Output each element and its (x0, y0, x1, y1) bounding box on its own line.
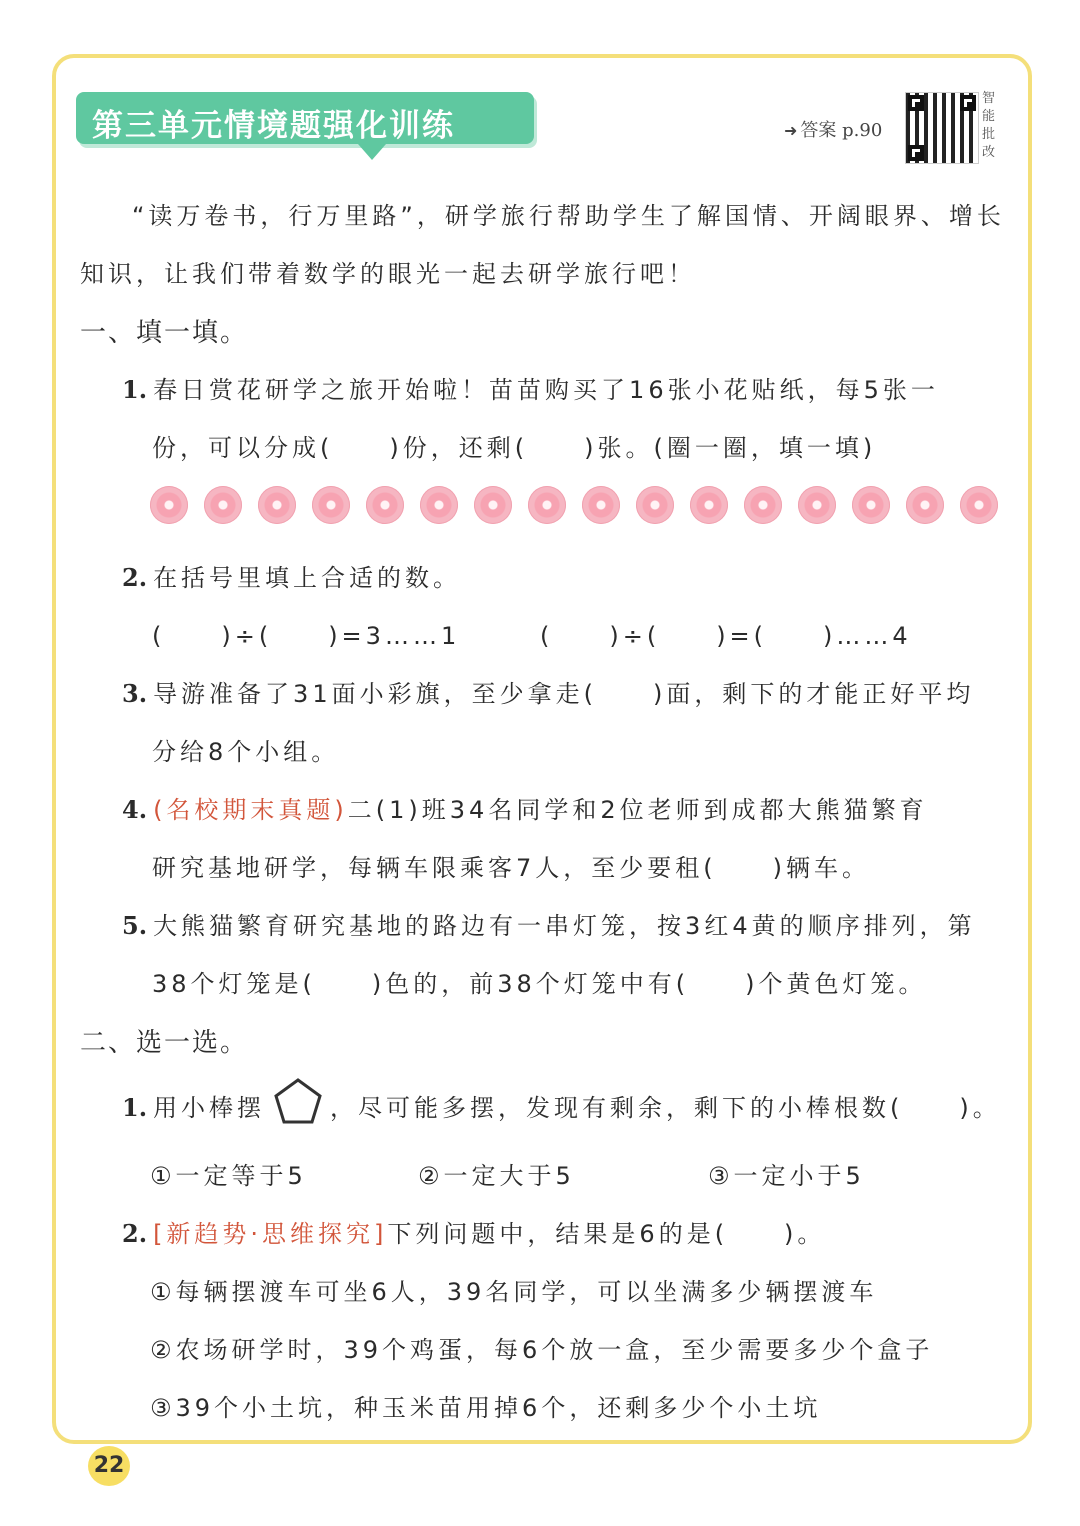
intro-line-1: “读万卷书，行万里路”，研学旅行帮助学生了解国情、开阔眼界、增长 (132, 202, 1005, 230)
q1-2-line-1: 2. 在括号里填上合适的数。 (122, 563, 462, 592)
flower-icon (312, 486, 350, 524)
q2-2-line-1: 2. [新趋势·思维探究]下列问题中，结果是6的是( )。 (122, 1219, 826, 1248)
q2-1-option-3: ③一定小于5 (708, 1162, 865, 1190)
flower-icon (744, 486, 782, 524)
pentagon-icon (272, 1076, 324, 1126)
flower-icon (582, 486, 620, 524)
intro-line-2: 知识，让我们带着数学的眼光一起去研学旅行吧！ (80, 260, 696, 288)
flower-icon (150, 486, 188, 524)
q1-1-line-1: 1. 春日赏花研学之旅开始啦！苗苗购买了16张小花贴纸，每5张一 (122, 375, 939, 404)
q2-1-suffix: ，尽可能多摆，发现有剩余，剩下的小棒根数( )。 (330, 1094, 1001, 1122)
section-2-heading: 二、选一选。 (80, 1028, 249, 1058)
q2-2-option-2: ②农场研学时，39个鸡蛋，每6个放一盒，至少需要多少个盒子 (150, 1336, 934, 1364)
flower-icon (204, 486, 242, 524)
qr-code-icon[interactable] (905, 92, 979, 164)
flower-icon (690, 486, 728, 524)
flower-sticker-row (150, 486, 1000, 526)
q2-1-option-2: ②一定大于5 (418, 1162, 575, 1190)
q2-2-option-3: ③39个小土坑，种玉米苗用掉6个，还剩多少个小土坑 (150, 1394, 822, 1422)
smart-grading-label: 智能批改 (982, 91, 996, 160)
q1-2-equation-1: ( )÷( )=3……1 (152, 622, 461, 650)
flower-icon (528, 486, 566, 524)
page-title: 第三单元情境题强化训练 (92, 108, 455, 144)
flower-icon (258, 486, 296, 524)
section-1-heading: 一、填一填。 (80, 318, 249, 348)
flower-icon (474, 486, 512, 524)
q1-4-line-1: 4. (名校期末真题)二(1)班34名同学和2位老师到成都大熊猫繁育 (122, 795, 928, 824)
flower-icon (798, 486, 836, 524)
flower-icon (906, 486, 944, 524)
page-number: 22 (88, 1446, 130, 1486)
answer-reference (784, 116, 882, 142)
flower-icon (420, 486, 458, 524)
q1-1-line-2: 份，可以分成( )份，还剩( )张。(圈一圈，填一填) (152, 434, 877, 462)
q1-3-line-2: 分给8个小组。 (152, 738, 340, 766)
q2-2-option-1: ①每辆摆渡车可坐6人，39名同学，可以坐满多少辆摆渡车 (150, 1278, 878, 1306)
q2-1-prefix: 1. 用小棒摆 (122, 1093, 266, 1122)
arrow-right-icon: ➜ (784, 121, 798, 140)
q1-5-line-2: 38个灯笼是( )色的，前38个灯笼中有( )个黄色灯笼。 (152, 970, 927, 998)
q2-2-tag: [新趋势·思维探究] (153, 1220, 388, 1248)
q1-4-tag: (名校期末真题) (153, 796, 348, 824)
answer-ref-text: 答案 p.90 (800, 120, 883, 141)
flower-icon (852, 486, 890, 524)
flower-icon (636, 486, 674, 524)
q2-1-option-1: ①一定等于5 (150, 1162, 307, 1190)
q1-5-line-1: 5. 大熊猫繁育研究基地的路边有一串灯笼，按3红4黄的顺序排列，第 (122, 911, 976, 940)
q1-4-line-2: 研究基地研学，每辆车限乘客7人，至少要租( )辆车。 (152, 854, 870, 882)
flower-icon (960, 486, 998, 524)
q1-2-equation-2: ( )÷( )=( )……4 (540, 622, 912, 650)
title-banner (76, 92, 534, 144)
q1-3-line-1: 3. 导游准备了31面小彩旗，至少拿走( )面，剩下的才能正好平均 (122, 679, 975, 708)
flower-icon (366, 486, 404, 524)
